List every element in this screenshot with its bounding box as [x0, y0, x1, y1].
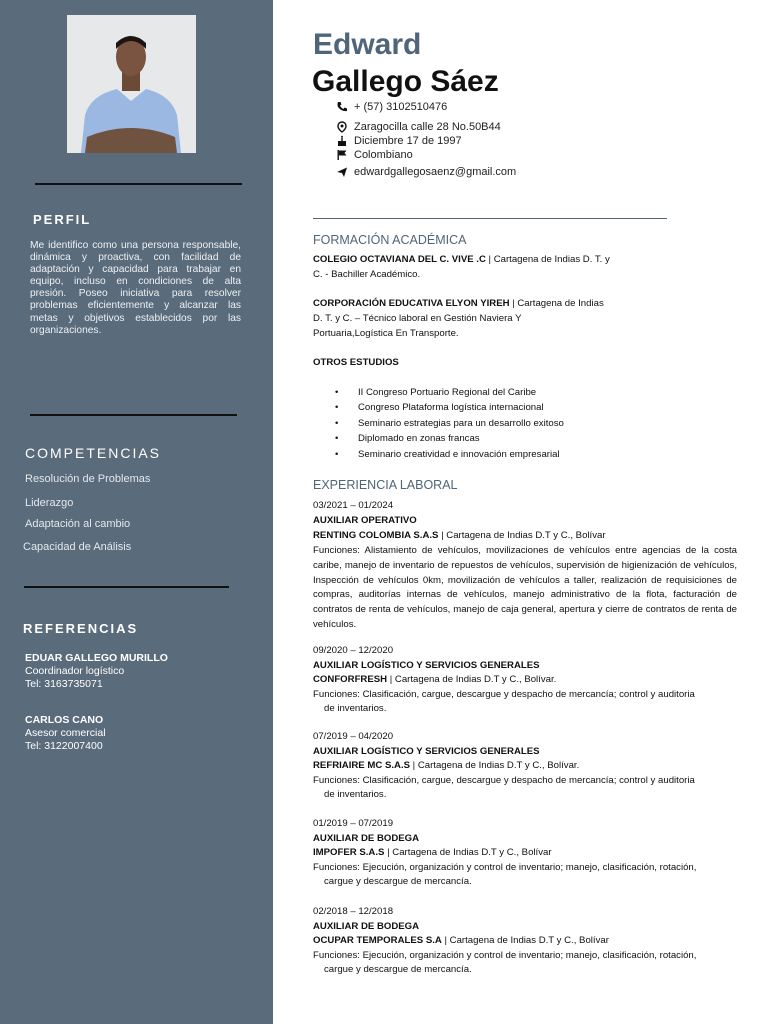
job-dates: 02/2018 – 12/2018	[313, 906, 394, 917]
header-divider	[313, 218, 667, 219]
other-studies-list	[340, 385, 564, 462]
profile-photo	[67, 15, 196, 153]
job-description: Funciones: Ejecución, organización y control de inventario; manejo, clasificación, rotación,	[313, 861, 697, 873]
job-description: Funciones: Clasificación, cargue, descargue y despacho de mercancía; control y auditoria	[313, 774, 695, 786]
job-description: cargue y descargue de mercancía.	[324, 964, 472, 975]
sidebar-divider	[30, 414, 237, 416]
phone-icon	[336, 101, 348, 113]
job-description: de inventarios.	[324, 703, 387, 714]
reference-phone: Tel: 3122007400	[25, 740, 103, 752]
competencia-item: Resolución de Problemas	[25, 473, 151, 485]
job-position: AUXILIAR DE BODEGA	[313, 920, 420, 932]
education-heading: FORMACIÓN ACADÉMICA	[313, 233, 467, 247]
birthday-icon	[336, 135, 348, 147]
competencia-item: Adaptación al cambio	[25, 518, 131, 530]
location-icon	[336, 121, 348, 133]
contact-text: Zaragocilla calle 28 No.50B44	[354, 121, 501, 133]
job-location: | Cartagena de Indias D.T y C., Bolívar.	[387, 674, 557, 685]
contact-text: Colombiano	[354, 149, 413, 161]
reference-role: Asesor comercial	[25, 727, 106, 739]
last-name: Gallego Sáez	[312, 65, 499, 98]
competencias-heading: COMPETENCIAS	[25, 445, 162, 461]
flag-icon	[336, 149, 348, 161]
other-studies-heading: OTROS ESTUDIOS	[313, 357, 399, 368]
school-name: COLEGIO OCTAVIANA DEL C. VIVE .C	[313, 254, 486, 265]
referencias-heading: REFERENCIAS	[23, 621, 139, 636]
job-position: AUXILIAR OPERATIVO	[313, 514, 417, 526]
send-icon	[336, 166, 348, 178]
contact-address	[336, 121, 501, 133]
experience-heading: EXPERIENCIA LABORAL	[313, 478, 458, 492]
contact-text: + (57) 3102510476	[354, 101, 448, 113]
sidebar-divider	[24, 586, 229, 588]
job-location: | Cartagena de Indias D.T y C., Bolívar	[438, 529, 606, 541]
job-dates: 01/2019 – 07/2019	[313, 818, 394, 829]
job-location: | Cartagena de Indias D.T y C., Bolívar	[441, 935, 609, 946]
job-company: CONFORFRESH	[313, 674, 388, 685]
job-position: AUXILIAR DE BODEGA	[313, 832, 420, 844]
competencia-item: Liderazgo	[25, 497, 74, 509]
sidebar-divider	[35, 183, 242, 185]
reference-entry	[25, 652, 168, 691]
reference-entry	[25, 714, 106, 753]
list-item: • II Congreso Portuario Regional del Caribe	[340, 385, 564, 400]
job-description: Funciones: Alistamiento de vehículos, movilizaciones de vehículos entre agencias de la costa caribe, manejo de inventario de repuestos de vehículos, supervisión de higienización de vehículos, Inspección de vehículos 0km, movilización de vehículos a taller, realización de requisiciones de compras, auditorías internas de vehículos, manejo administrativo de la flota, facturación de contratos de renta de vehículos, manejo de caja general, apertura y cierre de contratos de renta de vehículos.	[313, 544, 737, 631]
job-description: de inventarios.	[324, 789, 387, 800]
job-entry	[313, 644, 737, 717]
job-company: REFRIAIRE MC S.A.S	[313, 760, 411, 771]
job-dates: 07/2019 – 04/2020	[313, 731, 394, 742]
contact-text: edwardgallegosaenz@gmail.com	[354, 166, 517, 178]
competencia-item: Capacidad de Análisis	[23, 541, 132, 553]
job-location: | Cartagena de Indias D.T y C., Bolívar.	[410, 760, 580, 771]
job-dates: 09/2020 – 12/2020	[313, 645, 394, 656]
reference-name: EDUAR GALLEGO MURILLO	[25, 652, 168, 664]
first-name: Edward	[313, 28, 422, 61]
job-company: RENTING COLOMBIA S.A.S	[313, 529, 439, 541]
school-detail: C. - Bachiller Académico.	[313, 269, 421, 280]
school-detail: | Cartagena de Indias D. T. y	[485, 254, 610, 265]
perfil-text: Me identifico como una persona responsable, dinámica y proactiva, con facilidad de adaptación y capacidad para trabajar en equipo, incluso en condiciones de alta presión. Poseo iniciativa para resolver problemas eficientemente y alcanzar las metas y objetivos establecidos por las organizaciones.	[30, 240, 241, 336]
list-item: • Seminario creatividad e innovación empresarial	[340, 447, 564, 462]
job-location: | Cartagena de Indias D.T y C., Bolívar	[384, 847, 552, 858]
job-entry	[313, 730, 737, 803]
school-detail: Portuaria,Logística En Transporte.	[313, 328, 459, 339]
job-company: OCUPAR TEMPORALES S.A	[313, 935, 442, 946]
perfil-heading: PERFIL	[33, 212, 92, 227]
job-entry	[313, 817, 737, 890]
job-entry	[313, 499, 737, 633]
reference-phone: Tel: 3163735071	[25, 678, 103, 690]
school-detail: D. T. y C. – Técnico laboral en Gestión Naviera Y	[313, 313, 522, 324]
reference-name: CARLOS CANO	[25, 714, 104, 726]
job-description: Funciones: Clasificación, cargue, descargue y despacho de mercancía; control y auditoria	[313, 688, 695, 700]
job-description: Funciones: Ejecución, organización y control de inventario; manejo, clasificación, rotación,	[313, 949, 697, 961]
education-entry	[313, 296, 737, 341]
contact-phone	[336, 101, 447, 113]
list-item: • Congreso Plataforma logística internacional	[340, 400, 564, 415]
list-item: • Seminario estrategias para un desarrollo exitoso	[340, 416, 564, 431]
contact-birthday	[336, 135, 462, 147]
contact-email	[336, 166, 516, 178]
reference-role: Coordinador logístico	[25, 665, 125, 677]
job-dates: 03/2021 – 01/2024	[313, 500, 394, 511]
list-item: • Diplomado en zonas francas	[340, 431, 564, 446]
contact-text: Diciembre 17 de 1997	[354, 135, 462, 147]
job-description: cargue y descargue de mercancía.	[324, 876, 472, 887]
school-name: CORPORACIÓN EDUCATIVA ELYON YIREH	[313, 298, 510, 309]
education-entry	[313, 252, 737, 282]
sidebar	[0, 0, 273, 1024]
school-detail: | Cartagena de Indias	[509, 298, 604, 309]
contact-nationality	[336, 149, 413, 161]
job-position: AUXILIAR LOGÍSTICO Y SERVICIOS GENERALES	[313, 659, 540, 671]
job-entry	[313, 905, 737, 978]
job-position: AUXILIAR LOGÍSTICO Y SERVICIOS GENERALES	[313, 745, 540, 757]
job-company: IMPOFER S.A.S	[313, 847, 385, 858]
